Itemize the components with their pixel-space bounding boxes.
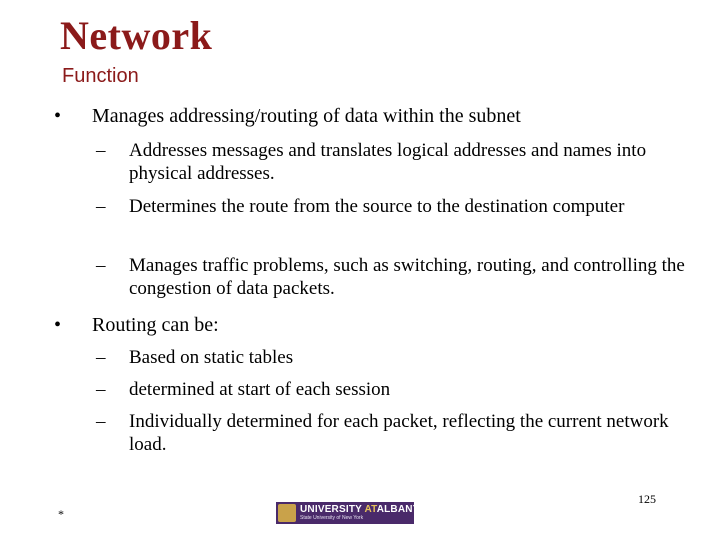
footer-mark: *: [58, 507, 64, 521]
sub-bullet-text: Individually determined for each packet, reflecting the current network load.: [129, 411, 669, 455]
bullet-marker: •: [54, 105, 62, 127]
bullet-text: Manages addressing/routing of data within the subnet: [92, 105, 521, 127]
sub-bullet-marker: –: [96, 411, 106, 432]
sub-bullet-marker: –: [96, 347, 106, 368]
bullet-text: Routing can be:: [92, 314, 219, 336]
sub-bullet-marker: –: [96, 140, 106, 161]
sub-bullet-text: Based on static tables: [129, 347, 294, 368]
university-logo: [276, 502, 420, 524]
university-seal-icon: [278, 504, 296, 522]
sub-bullet-text: Addresses messages and translates logical addresses and names into physical addresses.: [129, 140, 647, 184]
sub-bullet-marker: –: [96, 196, 106, 217]
page-number: 125: [638, 492, 656, 506]
sub-bullet-text: Determines the route from the source to the destination computer: [129, 196, 625, 217]
logo-text: [300, 505, 420, 521]
slide-subtitle: Function: [62, 65, 139, 87]
sub-bullet-text: Manages traffic problems, such as switching, routing, and controlling the congestion of data packets.: [129, 255, 685, 299]
sub-bullet-marker: –: [96, 379, 106, 400]
sub-bullet-text: determined at start of each session: [129, 379, 391, 400]
logo-name: UNIVERSITY ATALBANY: [300, 504, 420, 515]
bullet-marker: •: [54, 314, 62, 336]
logo-tagline: State University of New York: [300, 515, 364, 521]
slide-title: Network: [60, 13, 213, 58]
sub-bullet-marker: –: [96, 255, 106, 276]
